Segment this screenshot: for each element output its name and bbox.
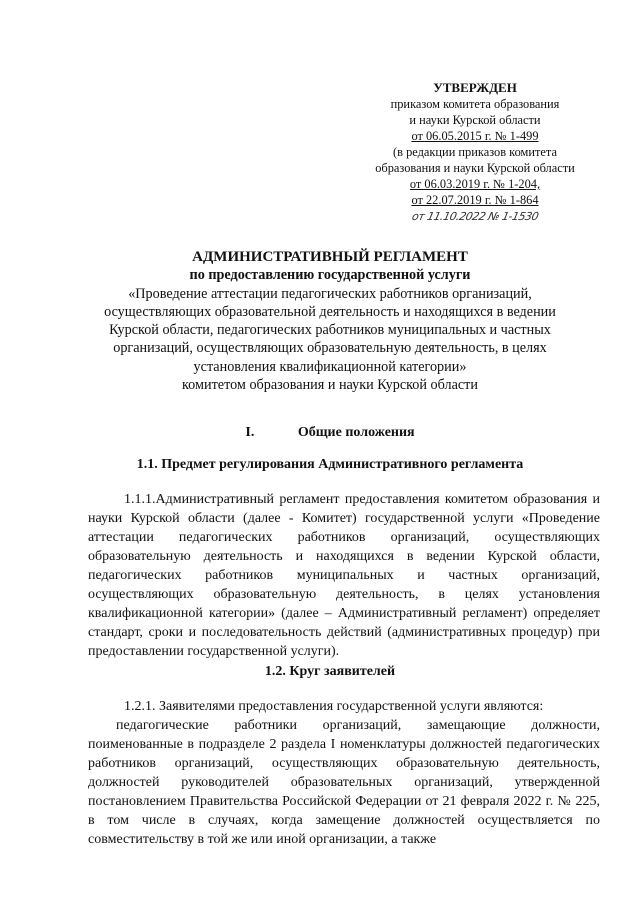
title-line: организаций, осуществляющих образовательную деятельность, в целях xyxy=(113,340,547,357)
title-line: Курской области, педагогических работников муниципальных и частных xyxy=(109,322,551,339)
handwritten-amendment: от 11.10.2022 № 1-1530 xyxy=(410,210,540,223)
title-heading: АДМИНИСТРАТИВНЫЙ РЕГЛАМЕНТ xyxy=(192,249,468,265)
paragraph-line: 1.2.1. Заявителями предоставления государственной услуги являются: xyxy=(124,699,544,714)
section-heading xyxy=(80,425,580,441)
approval-line: приказом комитета образования xyxy=(390,97,560,111)
approval-order-line: от 06.03.2019 г. № 1-204, xyxy=(409,177,541,191)
title-line: «Проведение аттестации педагогических работников организаций, xyxy=(128,285,532,302)
approval-heading: УТВЕРЖДЕН xyxy=(433,80,517,95)
approval-line: и науки Курской области xyxy=(409,113,541,127)
title-subheading: по предоставлению государственной услуги xyxy=(189,267,471,284)
approval-order-line: от 06.05.2015 г. № 1-499 xyxy=(411,129,539,143)
subsection-heading: 1.1. Предмет регулирования Административного регламента xyxy=(136,457,524,472)
subsection-heading: 1.2. Круг заявителей xyxy=(264,664,396,679)
paragraph-text: педагогические работники организаций, замещающие должности, поименованные в подразделе 2 раздела I номенклатуры должностей педагогических работников организаций, осуществляющих образовательную деятельность, должностей руководителей образовательных организаций, утвержденной постановлением Правительства Российской Федерации от 21 февраля 2022 г. № 225, в том числе в случаях, когда замещение должностей осуществляется по совместительству в той же или иной организации, а также xyxy=(88,718,600,847)
approval-block xyxy=(360,80,590,225)
section-number: I. xyxy=(245,425,255,440)
approval-order-line: от 22.07.2019 г. № 1-864 xyxy=(411,193,539,207)
paragraph-1-1-1: 1.1.1.Административный регламент предоставления комитетом образования и науки Курской области (далее - Комитет) государственной услуги «Проведение аттестации педагогических работников организаций, осуществляющих образовательную деятельность и находящихся в ведении Курской области, педагогических работников муниципальных и частных организаций, осуществляющих образовательную деятельность, в целях установления квалификационной категории» (далее – Административный регламент) определяет стандарт, сроки и последовательность действий (административных процедур) при предоставлении государственной услуги). xyxy=(88,492,600,659)
title-line: осуществляющих образовательной деятельность и находящихся в ведении xyxy=(104,303,556,320)
title-line: комитетом образования и науки Курской области xyxy=(182,377,478,394)
approval-line: образования и науки Курской области xyxy=(375,161,575,175)
approval-line: (в редакции приказов комитета xyxy=(393,145,557,159)
section-title: Общие положения xyxy=(297,425,415,440)
title-line: установления квалификационной категории» xyxy=(193,358,467,375)
paragraph-1-2-1 xyxy=(88,697,600,849)
document-title xyxy=(80,248,580,394)
